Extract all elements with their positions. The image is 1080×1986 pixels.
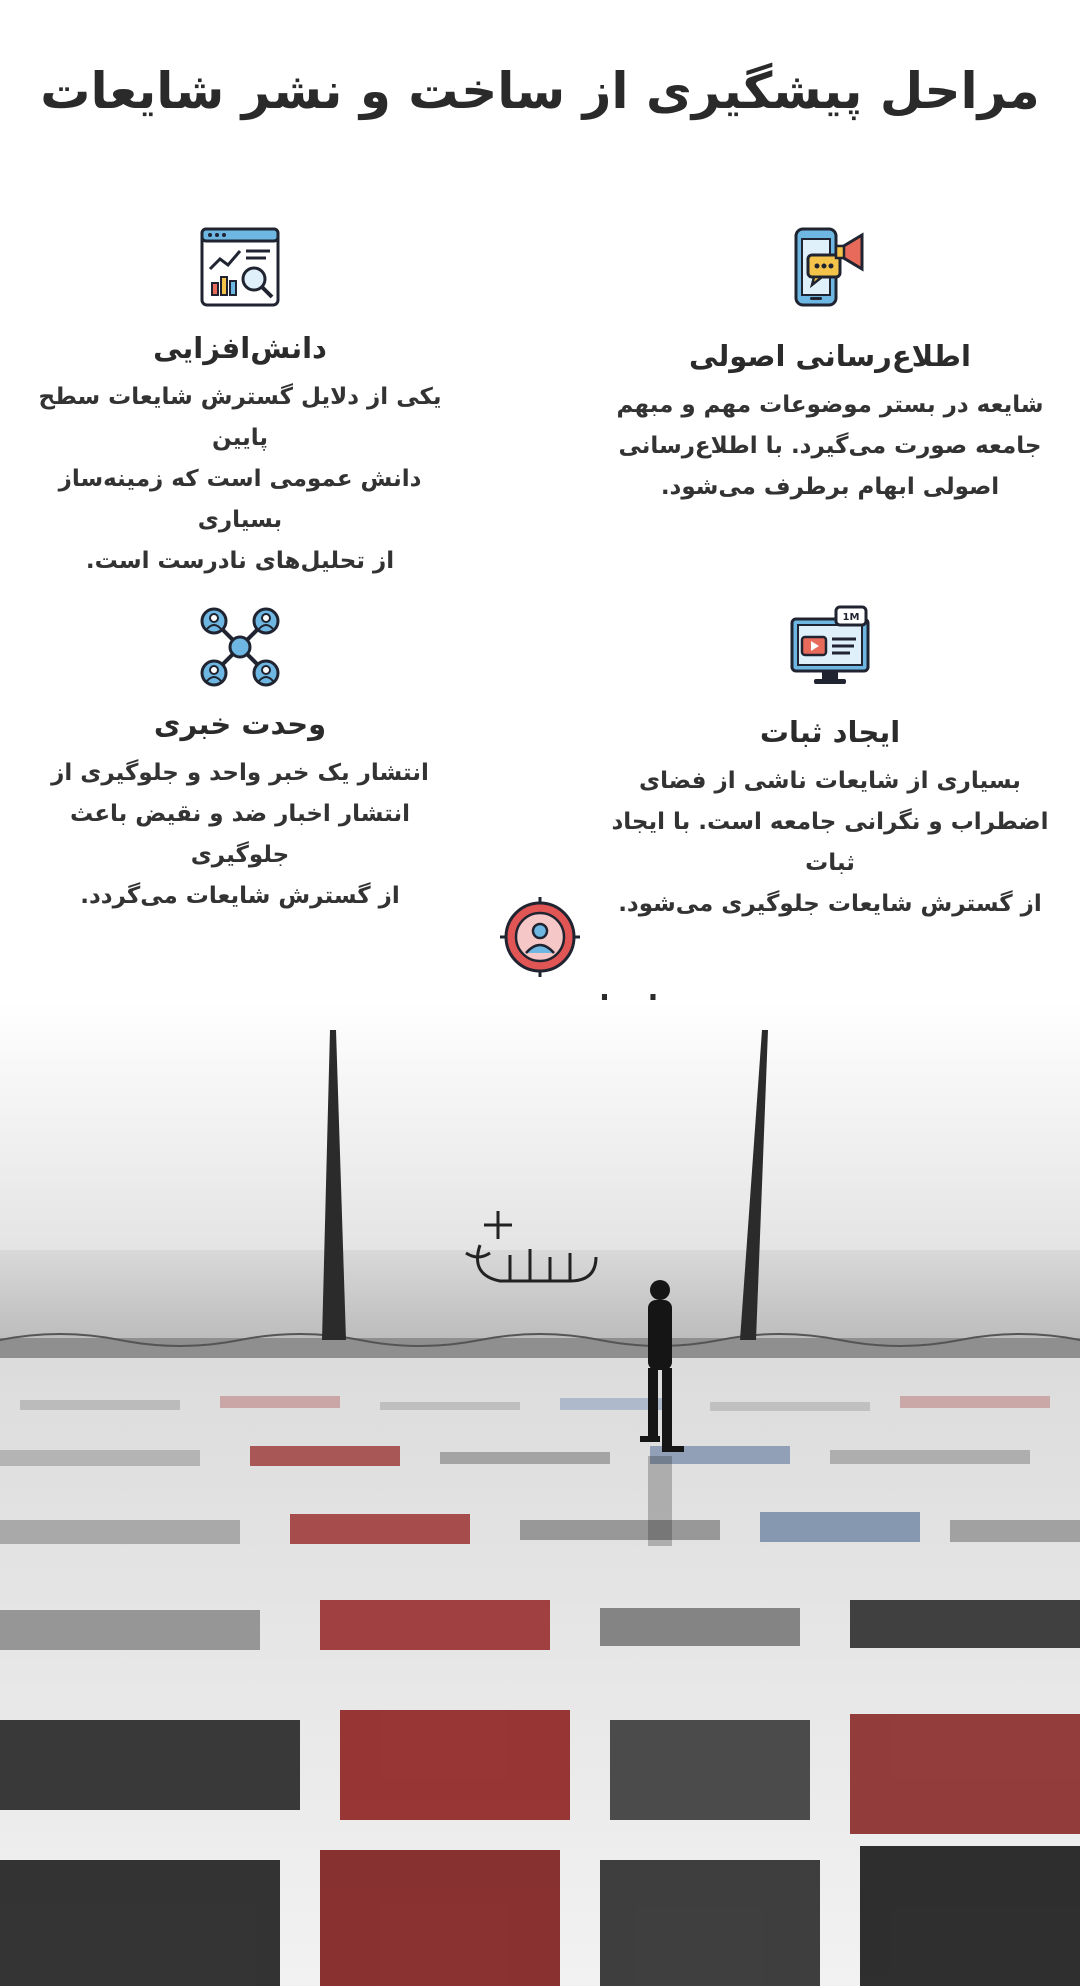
section-card-stability	[610, 605, 1050, 925]
section-text	[25, 377, 455, 582]
section-heading: دانش‌افزایی	[153, 331, 327, 365]
section-card-info	[610, 225, 1050, 508]
section-text-line: از تحلیل‌های نادرست است.	[85, 548, 395, 574]
section-text-line: شایعه در بستر موضوعات مهم و مبهم	[616, 392, 1044, 418]
section-heading: وحدت خبری	[153, 707, 327, 741]
section-heading: اطلاع‌رسانی اصولی	[689, 339, 971, 373]
newspaper-floor-photo	[0, 1000, 1080, 1986]
section-text-line: بسیاری از شایعات ناشی از فضای	[639, 768, 1021, 794]
target-person-icon	[498, 895, 582, 979]
section-text-line: اضطراب و نگرانی جامعه است. با ایجاد ثبات	[611, 809, 1049, 876]
section-text	[25, 753, 455, 917]
section-heading: ایجاد ثبات	[759, 715, 901, 749]
section-text-line: از گسترش شایعات می‌گردد.	[80, 883, 400, 909]
section-text-line: انتشار یک خبر واحد و جلوگیری از	[51, 760, 429, 786]
analytics-search-icon	[198, 225, 282, 309]
network-people-icon	[198, 605, 282, 689]
megaphone-phone-icon	[788, 225, 872, 309]
section-card-knowledge	[25, 225, 455, 582]
video-monitor-icon	[788, 605, 872, 689]
section-text	[610, 385, 1050, 508]
section-text-line: یکی از دلایل گسترش شایعات سطح پایین	[38, 384, 442, 451]
page-title: مراحل پیشگیری از ساخت و نشر شایعات	[40, 62, 1040, 120]
section-text-line: اصولی ابهام برطرف می‌شود.	[660, 474, 1000, 500]
svg-text:1M: 1M	[842, 612, 860, 623]
section-text-line: دانش عمومی است که زمینه‌ساز بسیاری	[58, 466, 422, 533]
section-text-line: از گسترش شایعات جلوگیری می‌شود.	[618, 891, 1042, 917]
section-text-line: جامعه صورت می‌گیرد. با اطلاع‌رسانی	[618, 433, 1042, 459]
section-text-line: انتشار اخبار ضد و نقیض باعث جلوگیری	[69, 801, 411, 868]
section-card-unity	[25, 605, 455, 917]
brand-logo-icon	[460, 1205, 610, 1295]
